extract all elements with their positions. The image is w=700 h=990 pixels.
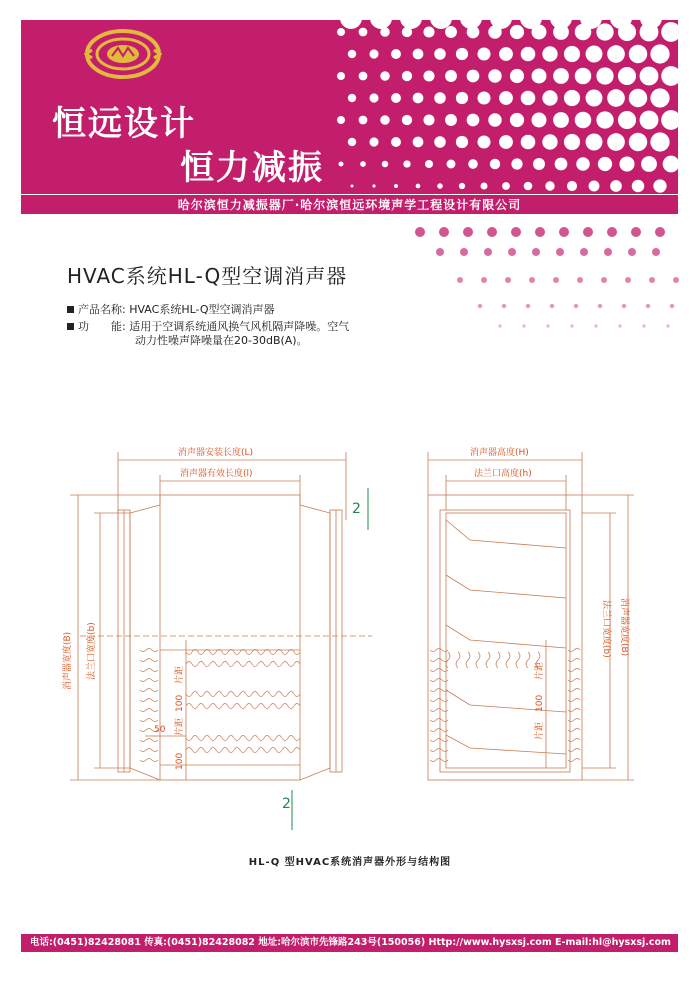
- install-length-label: 消声器安装长度(L): [178, 448, 254, 458]
- footer-contact: 电话:(0451)82428081 传真:(0451)82428082 地址:哈尔滨市先锋路243号(150056) Http://www.hysxsj.com E-mail:hl@hysxsj.com: [30, 937, 671, 948]
- side-dim-100: 100: [535, 694, 545, 712]
- side-spacing-label-2: 片距: [535, 721, 545, 740]
- side-body-width-label: 消声器宽度(B): [619, 598, 629, 657]
- spacing-label-2: 片距: [175, 717, 185, 736]
- slogan-line-2: 恒力减振: [180, 148, 324, 188]
- body-height-label: 消声器高度(H): [470, 448, 529, 458]
- flange-width-label: 法兰口宽度(b): [87, 622, 97, 680]
- section-mark-bottom: 2: [282, 796, 291, 812]
- function-line-2: 动力性噪声降噪量在20-30dB(A)。: [135, 334, 308, 347]
- effective-length-label: 消声器有效长度(l): [180, 469, 253, 479]
- name-label: 产品名称:: [78, 303, 126, 316]
- dim-100-b: 100: [175, 752, 185, 770]
- section-mark-top: 2: [352, 501, 361, 517]
- side-flange-width-label: 法兰口宽度(b): [601, 600, 611, 658]
- spacing-label-1: 片距: [175, 665, 185, 684]
- body-width-label: 消声器宽度(B): [63, 631, 73, 690]
- function-label: 功 能:: [78, 320, 126, 333]
- name-value: HVAC系统HL-Q型空调消声器: [129, 303, 275, 316]
- drawing-caption: HL-Q 型HVAC系统消声器外形与结构图: [248, 857, 452, 868]
- dim-50: 50: [154, 725, 166, 735]
- slogan-line-1: 恒远设计: [52, 104, 196, 144]
- dim-100-a: 100: [175, 694, 185, 712]
- function-line-1: 适用于空调系统通风换气风机隔声降噪。空气: [129, 320, 350, 333]
- product-title: HVAC系统HL-Q型空调消声器: [67, 264, 348, 288]
- flange-height-label: 法兰口高度(h): [474, 469, 532, 479]
- company-line: 哈尔滨恒力减振器厂·哈尔滨恒远环境声学工程设计有限公司: [177, 198, 522, 212]
- side-spacing-label-1: 片距: [535, 661, 545, 680]
